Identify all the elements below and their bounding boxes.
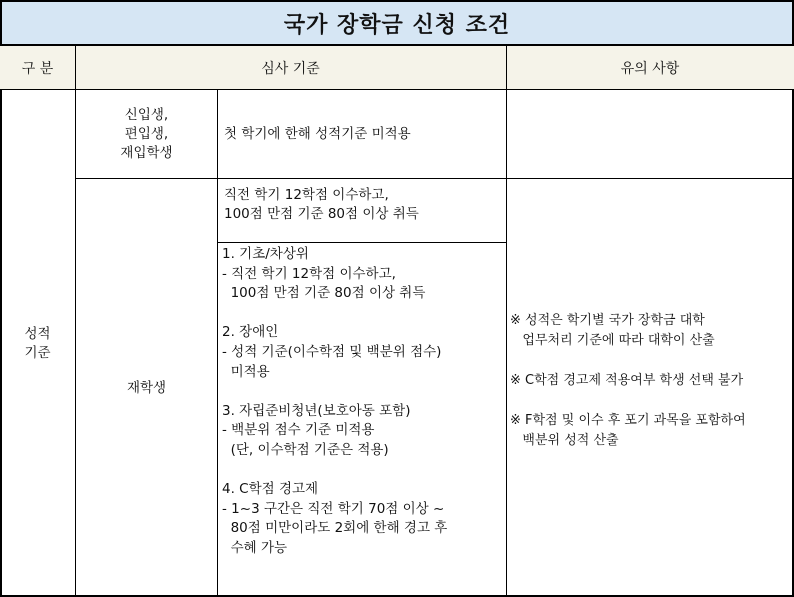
note-line: [510, 391, 792, 411]
label-line: 편입생,: [124, 125, 169, 142]
detail-line: 80점 미만이라도 2회에 한해 경고 후: [222, 520, 448, 537]
category-label: 기준: [24, 344, 51, 361]
note-line: [510, 351, 792, 371]
detail-line: 4. C학점 경고제: [222, 481, 319, 498]
column-divider: [217, 90, 218, 597]
detail-line: [222, 461, 504, 481]
enrolled-detail-criteria: [222, 245, 504, 595]
detail-line: 100점 만점 기준 80점 이상 취득: [222, 285, 426, 302]
note-line: ※ F학점 및 이수 후 포기 과목을 포함하여: [510, 413, 746, 428]
detail-line: - 1~3 구간은 직전 학기 70점 이상 ~: [222, 500, 445, 517]
category-cell: [0, 90, 75, 597]
detail-line: - 성적 기준(이수학점 및 백분위 점수): [222, 343, 442, 360]
new-students-label: [76, 90, 217, 178]
criterion-line: 100점 만점 기준 80점 이상 취득: [224, 206, 419, 222]
label-line: 재입학생: [120, 144, 173, 161]
detail-line: 미적용: [222, 363, 270, 380]
detail-line: 수혜 가능: [222, 539, 288, 556]
note-line: ※ C학점 경고제 적용여부 학생 선택 불가: [510, 373, 744, 388]
header-category: 구 분: [0, 46, 75, 90]
criterion-line: 직전 학기 12학점 이수하고,: [224, 187, 389, 203]
detail-line: [222, 382, 504, 402]
enrolled-general-criterion: [224, 186, 504, 240]
enrolled-students-label: 재학생: [126, 379, 167, 396]
detail-line: [222, 304, 504, 324]
header-criteria: 심사 기준: [75, 46, 506, 90]
detail-line: - 직전 학기 12학점 이수하고,: [222, 265, 396, 282]
column-divider: [506, 46, 507, 597]
notes-cell: [510, 311, 792, 471]
detail-line: - 백분위 점수 기준 미적용: [222, 422, 375, 439]
detail-line: 2. 장애인: [222, 324, 279, 341]
detail-line: 1. 기초/차상위: [222, 246, 309, 262]
detail-line: 3. 자립준비청년(보호아동 포함): [222, 402, 411, 419]
note-line: ※ 성적은 학기별 국가 장학금 대학: [510, 313, 705, 328]
detail-line: (단, 이수학점 기준은 적용): [222, 441, 389, 458]
header-notes: 유의 사항: [506, 46, 794, 90]
category-label: 성적: [24, 325, 51, 342]
note-line: 업무처리 기준에 따라 대학이 산출: [510, 333, 715, 348]
page-title: 국가 장학금 신청 조건: [0, 0, 794, 46]
note-line: 백분위 성적 산출: [510, 433, 619, 448]
row-divider: [217, 242, 506, 243]
new-students-criterion: 첫 학기에 한해 성적기준 미적용: [224, 125, 411, 142]
label-line: 신입생,: [124, 106, 169, 123]
